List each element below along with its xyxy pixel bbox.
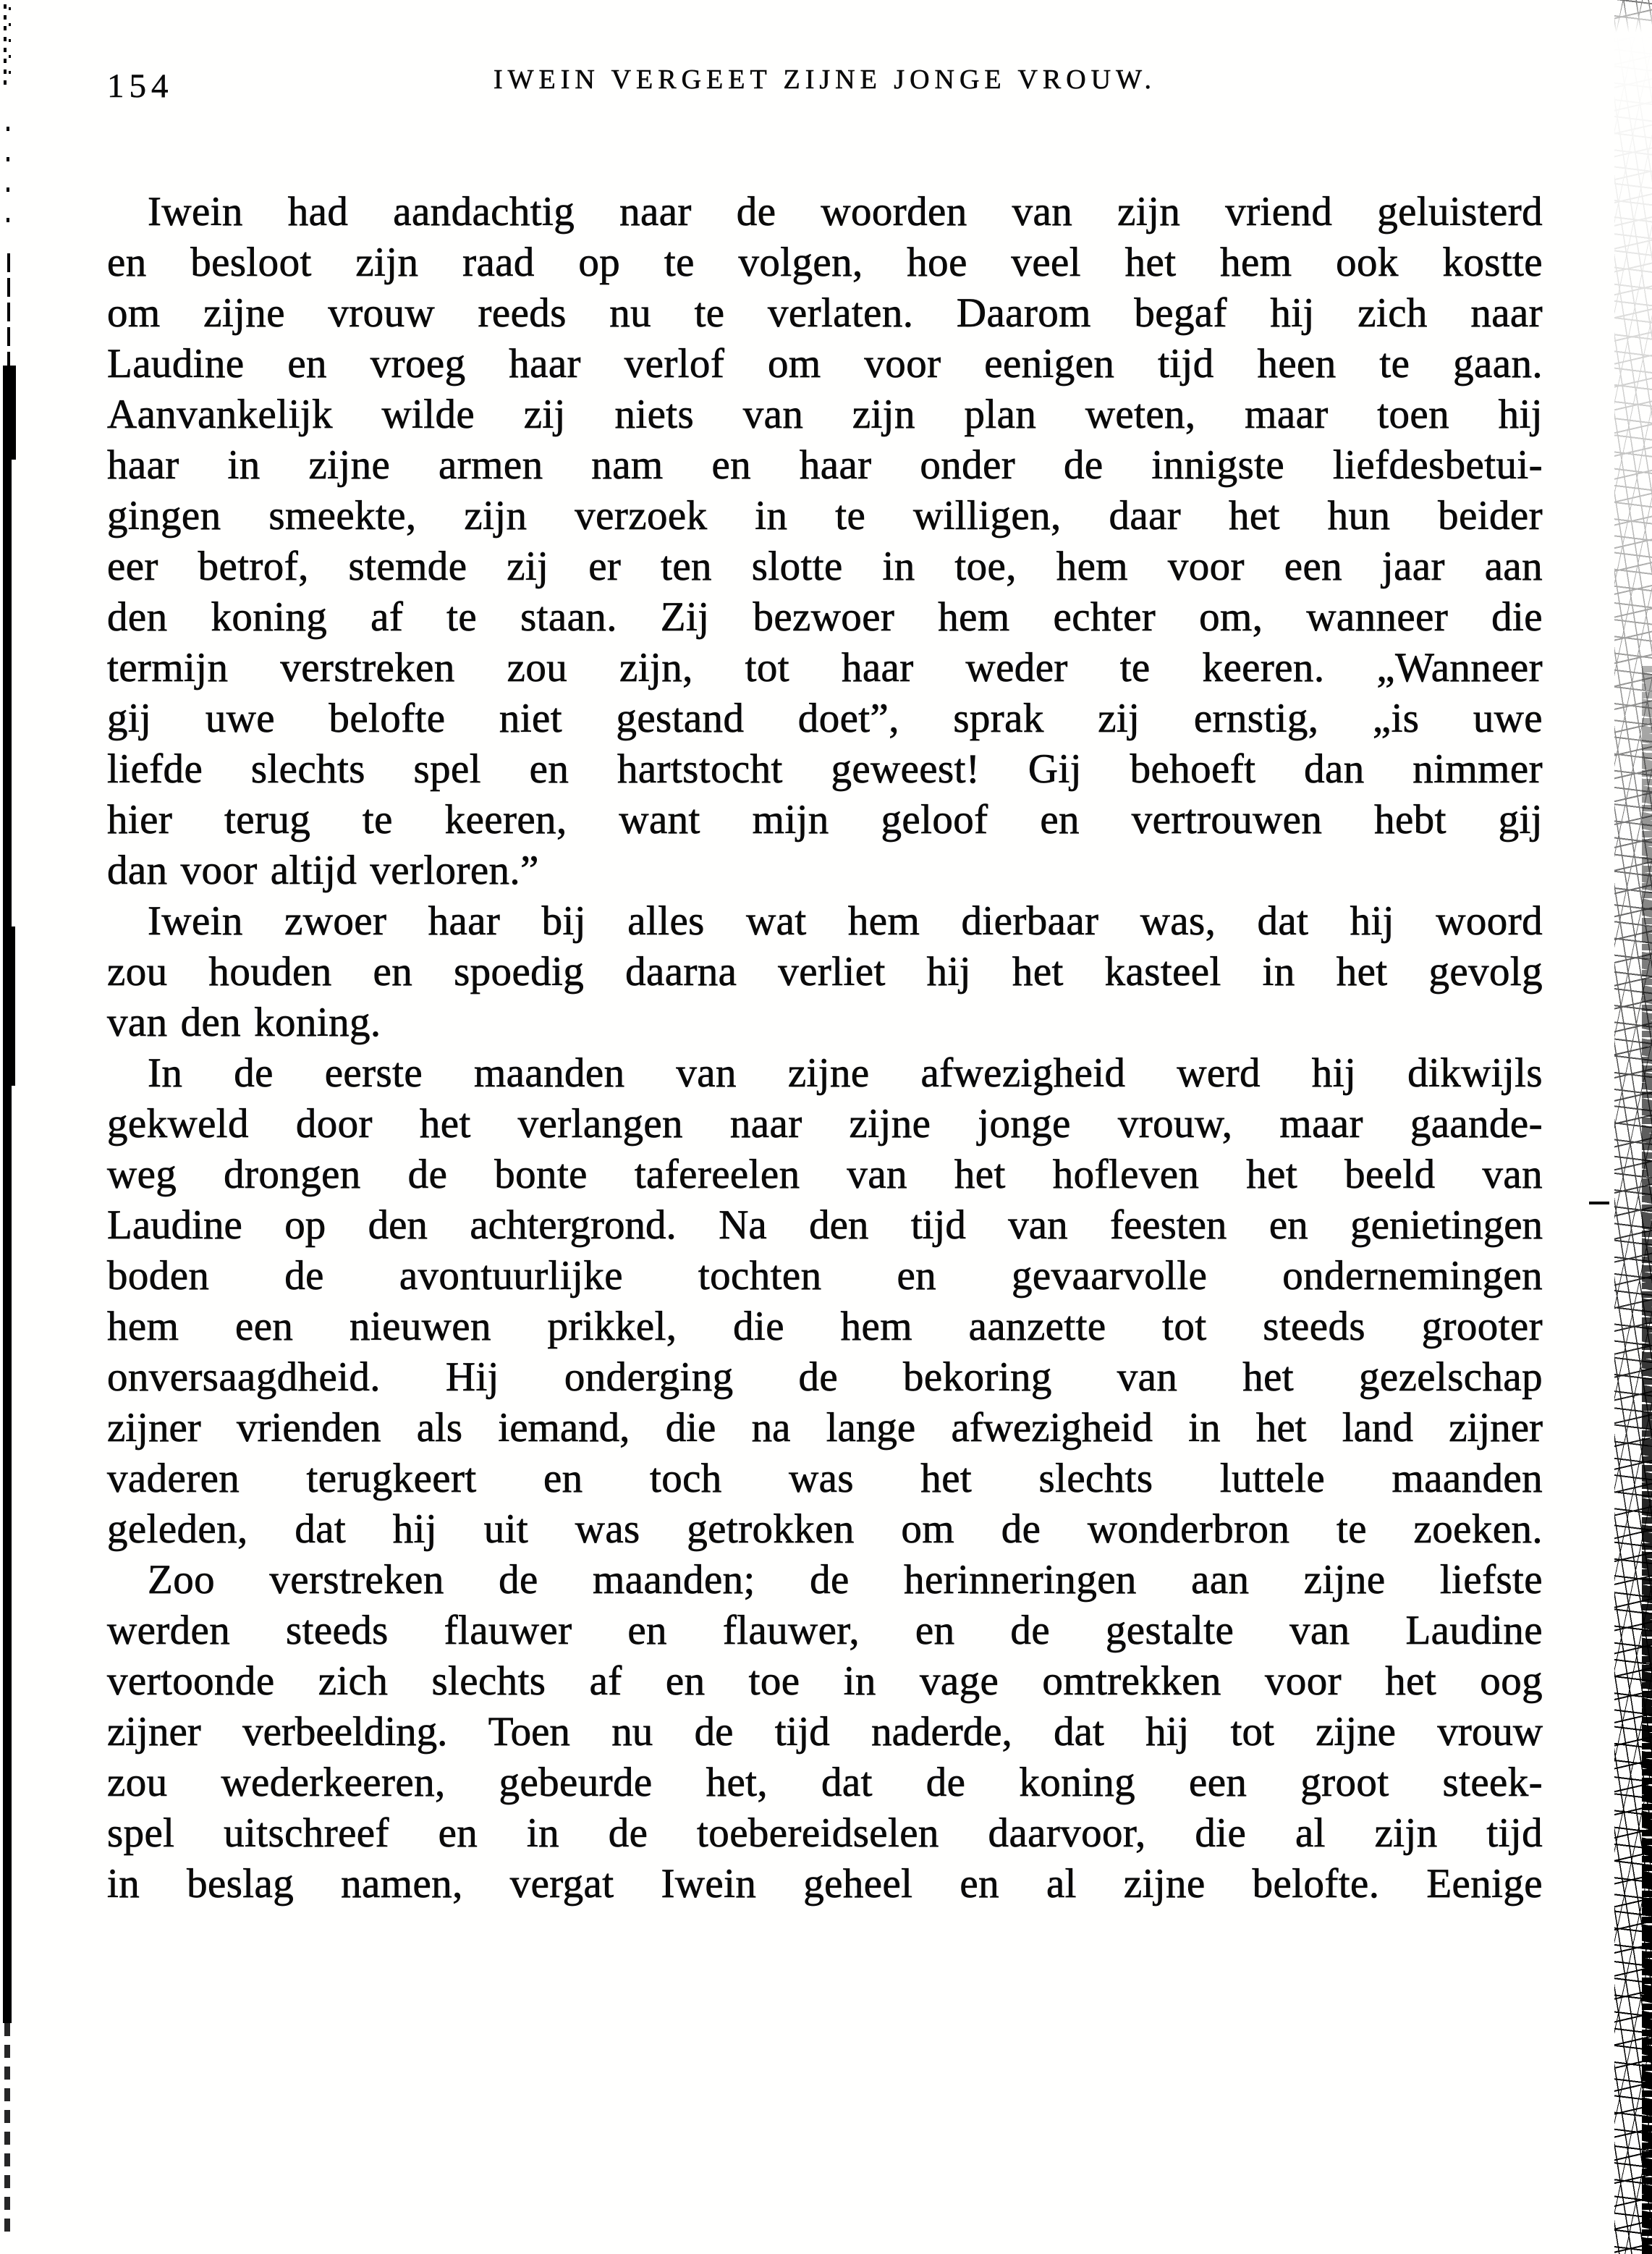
text-line: In de eerste maanden van zijne afwezigheid werd hij dikwijls bbox=[148, 1050, 1543, 1096]
text-line: Laudine en vroeg haar verlof om voor eenigen tijd heen te gaan. bbox=[107, 341, 1543, 387]
text-line: vertoonde zich slechts af en toe in vage omtrekken voor het oog bbox=[107, 1658, 1543, 1704]
text-line: gij uwe belofte niet gestand doet”, sprak zij ernstig, „is uwe bbox=[107, 696, 1543, 741]
text-line: gingen smeekte, zijn verzoek in te willigen, daar het hun beider bbox=[107, 493, 1543, 539]
text-line: om zijne vrouw reeds nu te verlaten. Daarom begaf hij zich naar bbox=[107, 290, 1543, 336]
text-line: en besloot zijn raad op te volgen, hoe veel het hem ook kostte bbox=[107, 240, 1543, 285]
text-line: geleden, dat hij uit was getrokken om de wonderbron te zoeken. bbox=[107, 1506, 1543, 1552]
scan-artifact-left-dots bbox=[7, 127, 9, 246]
scan-artifact-topleft-dots bbox=[4, 4, 7, 85]
text-line: zijner vrienden als iemand, die na lange afwezigheid in het land zijner bbox=[107, 1405, 1543, 1451]
scan-artifact-right-noise bbox=[1614, 0, 1652, 2254]
text-line: van den koning. bbox=[107, 1000, 381, 1045]
body-text bbox=[107, 187, 1543, 1909]
scan-artifact-right-edge bbox=[1642, 666, 1652, 2254]
page-header bbox=[107, 64, 1543, 114]
text-line: zijner verbeelding. Toen nu de tijd naderde, dat hij tot zijne vrouw bbox=[107, 1709, 1543, 1755]
text-line: weg drongen de bonte tafereelen van het hofleven het beeld van bbox=[107, 1152, 1543, 1197]
text-line: Laudine op den achtergrond. Na den tijd van feesten en genietingen bbox=[107, 1202, 1543, 1248]
text-line: onversaagdheid. Hij onderging de bekoring van het gezelschap bbox=[107, 1354, 1543, 1400]
text-line: eer betrof, stemde zij er ten slotte in toe, hem voor een jaar aan bbox=[107, 544, 1543, 589]
text-line: spel uitschreef en in de toebereidselen daarvoor, die al zijn tijd bbox=[107, 1810, 1543, 1856]
text-line: werden steeds flauwer en flauwer, en de gestalte van Laudine bbox=[107, 1608, 1543, 1653]
text-line: boden de avontuurlijke tochten en gevaarvolle ondernemingen bbox=[107, 1253, 1543, 1299]
text-line: gekweld door het verlangen naar zijne jonge vrouw, maar gaande- bbox=[107, 1101, 1543, 1147]
text-line: in beslag namen, vergat Iwein geheel en al zijne belofte. Eenige bbox=[107, 1861, 1543, 1907]
text-line: Aanvankelijk wilde zij niets van zijn plan weten, maar toen hij bbox=[107, 392, 1543, 437]
scan-artifact-left-line bbox=[7, 253, 10, 369]
text-line: hier terug te keeren, want mijn geloof en vertrouwen hebt gij bbox=[107, 797, 1543, 843]
text-line: termijn verstreken zou zijn, tot haar weder te keeren. „Wanneer bbox=[107, 645, 1543, 691]
text-line: haar in zijne armen nam en haar onder de innigste liefdesbetui- bbox=[107, 442, 1543, 488]
text-line: Zoo verstreken de maanden; de herinneringen aan zijne liefste bbox=[148, 1557, 1543, 1603]
page-number: 154 bbox=[107, 67, 174, 105]
scan-artifact-left-bar bbox=[12, 926, 15, 1086]
text-line: zou houden en spoedig daarna verliet hij het kasteel in het gevolg bbox=[107, 949, 1543, 995]
text-line: hem een nieuwen prikkel, die hem aanzette tot steeds grooter bbox=[107, 1304, 1543, 1349]
text-line: liefde slechts spel en hartstocht geweest! Gij behoeft dan nimmer bbox=[107, 746, 1543, 792]
text-line: Iwein zwoer haar bij alles wat hem dierbaar was, dat hij woord bbox=[148, 898, 1543, 944]
scan-artifact-left-bar bbox=[12, 366, 16, 460]
scan-artifact-left-bar bbox=[3, 366, 12, 2023]
scan-artifact-dash bbox=[1589, 1202, 1609, 1204]
text-line: dan voor altijd verloren.” bbox=[107, 848, 539, 893]
running-header: IWEIN VERGEET ZIJNE JONGE VROUW. bbox=[493, 64, 1157, 95]
text-line: Iwein had aandachtig naar de woorden van zijn vriend geluisterd bbox=[148, 189, 1543, 235]
text-line: den koning af te staan. Zij bezwoer hem echter om, wanneer die bbox=[107, 594, 1543, 640]
scan-artifact-topleft-dots bbox=[9, 7, 11, 80]
scan-artifact-left-bar-tail bbox=[4, 2023, 10, 2240]
text-line: zou wederkeeren, gebeurde het, dat de koning een groot steek- bbox=[107, 1760, 1543, 1805]
text-line: vaderen terugkeert en toch was het slechts luttele maanden bbox=[107, 1456, 1543, 1501]
